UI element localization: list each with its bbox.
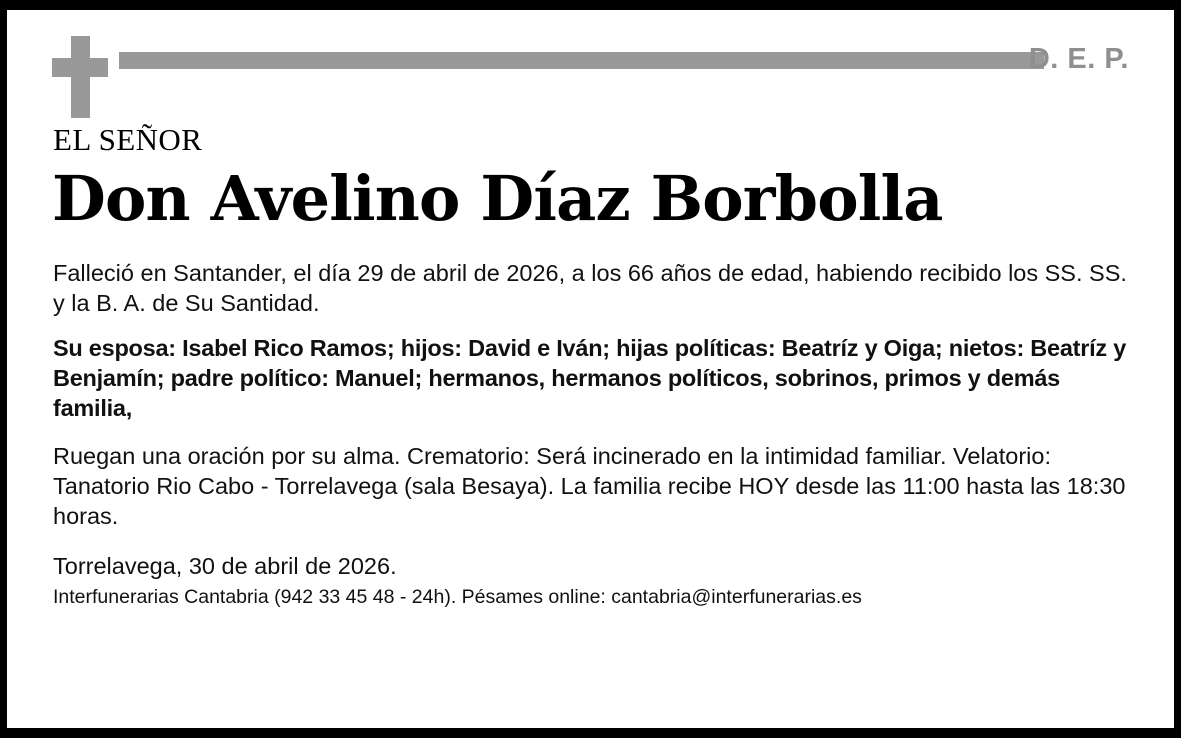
- surviving-family-paragraph: Su esposa: Isabel Rico Ramos; hijos: David e Iván; hijas políticas: Beatríz y Oiga; nietos: Beatríz y Benjamín; padre político: Manuel; hermanos, hermanos políticos, sobrinos, primos y demás familia,: [53, 335, 1127, 421]
- funeral-home-contact-line: Interfunerarias Cantabria (942 33 45 48 - 24h). Pésames online: cantabria@interfunerarias.es: [53, 586, 862, 608]
- obituary-notice-content: [7, 10, 1174, 728]
- header-divider-rule: [119, 52, 1044, 69]
- deceased-name: Don Avelino Díaz Borbolla: [52, 162, 943, 235]
- place-and-date-line: Torrelavega, 30 de abril de 2026.: [53, 553, 397, 579]
- dep-abbreviation: D. E. P.: [1028, 43, 1129, 75]
- notice-header: [48, 28, 1133, 114]
- funeral-arrangements-paragraph: Ruegan una oración por su alma. Crematorio: Será incinerado en la intimidad familiar. Velatorio: Tanatorio Rio Cabo - Torrelavega (sala Besaya). La familia recibe HOY desde las 11:00 hasta las 18:30 horas.: [53, 443, 1126, 529]
- death-information-paragraph: Falleció en Santander, el día 29 de abril de 2026, a los 66 años de edad, habiendo recibido los SS. SS. y la B. A. de Su Santidad.: [53, 260, 1127, 316]
- honorific-label: EL SEÑOR: [53, 122, 203, 157]
- notice-body: [53, 258, 1127, 610]
- cross-icon: [52, 36, 108, 118]
- cross-icon-horizontal-bar: [52, 58, 108, 77]
- cross-icon-vertical-bar: [71, 36, 90, 118]
